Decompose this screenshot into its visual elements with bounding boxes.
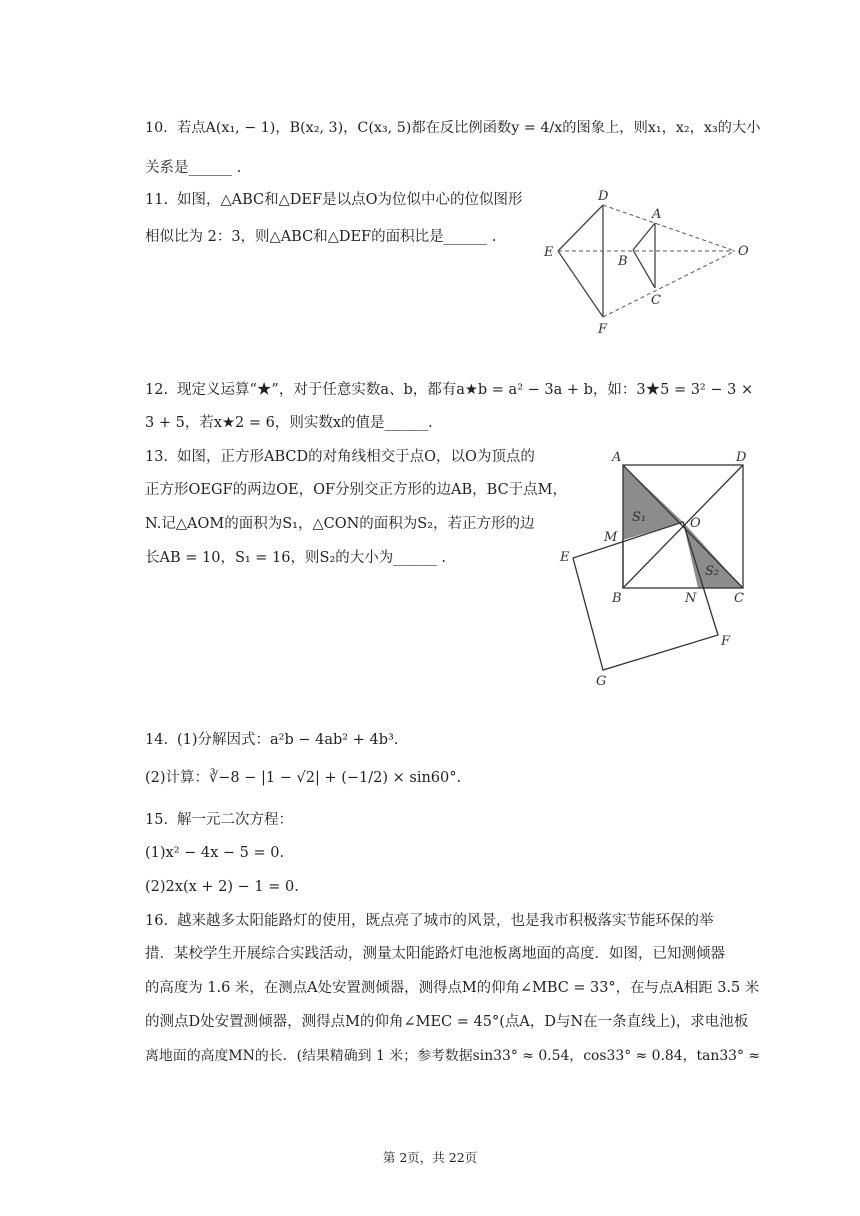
label-F: F [598,322,608,337]
label-G: G [596,674,607,689]
q10-text: 若点A(x₁, − 1)，B(x₂, 3)，C(x₃, 5)都在反比例函数y = 4/x的图象上，则x₁，x₂，x₃的大小 [177,120,761,136]
figure-13-squares [548,445,768,690]
q11-number: 11. [145,192,169,208]
label-S2: S₂ [705,564,720,579]
label-A: A [652,207,662,222]
figure-11-similar-triangles [540,185,760,340]
q16-line3: 的高度为 1.6 米，在测点A处安置测倾器，测得点M的仰角∠MBC = 33°，在与点A相距 3.5 米 [145,980,760,996]
q12-number: 12. [145,382,169,398]
q16-line2: 措．某校学生开展综合实践活动，测量太阳能路灯电池板离地面的高度．如图，已知测倾器 [145,946,725,962]
q12-text: 现定义运算“★”，对于任意实数a、b，都有a★b = a² − 3a + b，如：3★5 = 3² − 3 × [177,382,754,398]
label-C: C [734,591,744,606]
label-D: D [736,450,747,465]
q15-number: 15. [145,812,169,828]
q16-line5: 离地面的高度MN的长．(结果精确到 1 米；参考数据sin33° ≈ 0.54，cos33° ≈ 0.84，tan33° ≈ [145,1048,761,1064]
label-O: O [690,516,701,531]
label-A: A [612,450,622,465]
q10-number: 10. [145,120,168,136]
label-O: O [738,244,749,259]
q16-number: 16. [145,913,169,929]
q14-line1 [145,730,398,750]
q13-line1 [145,447,535,467]
q13-number: 13. [145,449,169,465]
q12-line1 [145,380,753,400]
q13-line2: 正方形OEGF的两边OE，OF分别交正方形的边AB，BC于点M， [145,482,568,498]
q15-line1 [145,810,293,830]
q16-line4: 的测点D处安置测倾器，测得点M的仰角∠MEC = 45°(点A，D与N在一条直线上)，求电池板 [145,1014,749,1030]
q11-line1 [145,190,522,210]
q13-text: 如图，正方形ABCD的对角线相交于点O，以O为顶点的 [177,449,535,465]
label-E: E [544,245,554,260]
q11-line2: 相似比为 2：3，则△ABC和△DEF的面积比是______ . [145,229,497,245]
page-footer: 第 2页，共 22页 [382,1150,478,1165]
q14-line2: (2)计算：∛−8 − |1 − √2| + (−1/2) × sin60°. [145,770,462,786]
q15-line3: (2)2x(x + 2) − 1 = 0. [145,879,299,895]
label-B: B [618,254,628,269]
label-B: B [612,591,622,606]
q11-text: 如图，△ABC和△DEF是以点O为位似中心的位似图形 [177,192,523,208]
q14-number: 14. [145,732,169,748]
q12-line2: 3 + 5，若x★2 = 6，则实数x的值是______. [145,415,433,431]
label-D: D [598,189,609,204]
label-S1: S₁ [632,510,647,525]
q16-line1 [145,911,714,931]
q15-text: 解一元二次方程： [177,812,293,828]
label-F: F [721,634,731,649]
label-N: N [685,591,697,606]
q14-text: (1)分解因式：a²b − 4ab² + 4b³. [177,732,399,748]
q13-line3: N.记△AOM的面积为S₁，△CON的面积为S₂，若正方形的边 [145,516,535,532]
label-C: C [651,293,661,308]
q10-line2: 关系是______ . [145,160,242,176]
q10-line1 [145,118,760,138]
q15-line2: (1)x² − 4x − 5 = 0. [145,845,285,861]
label-M: M [604,530,618,545]
label-E: E [560,550,570,565]
q13-line4: 长AB = 10，S₁ = 16，则S₂的大小为______ . [145,550,446,566]
q16-text: 越来越多太阳能路灯的使用，既点亮了城市的风景，也是我市积极落实节能环保的举 [177,913,714,929]
